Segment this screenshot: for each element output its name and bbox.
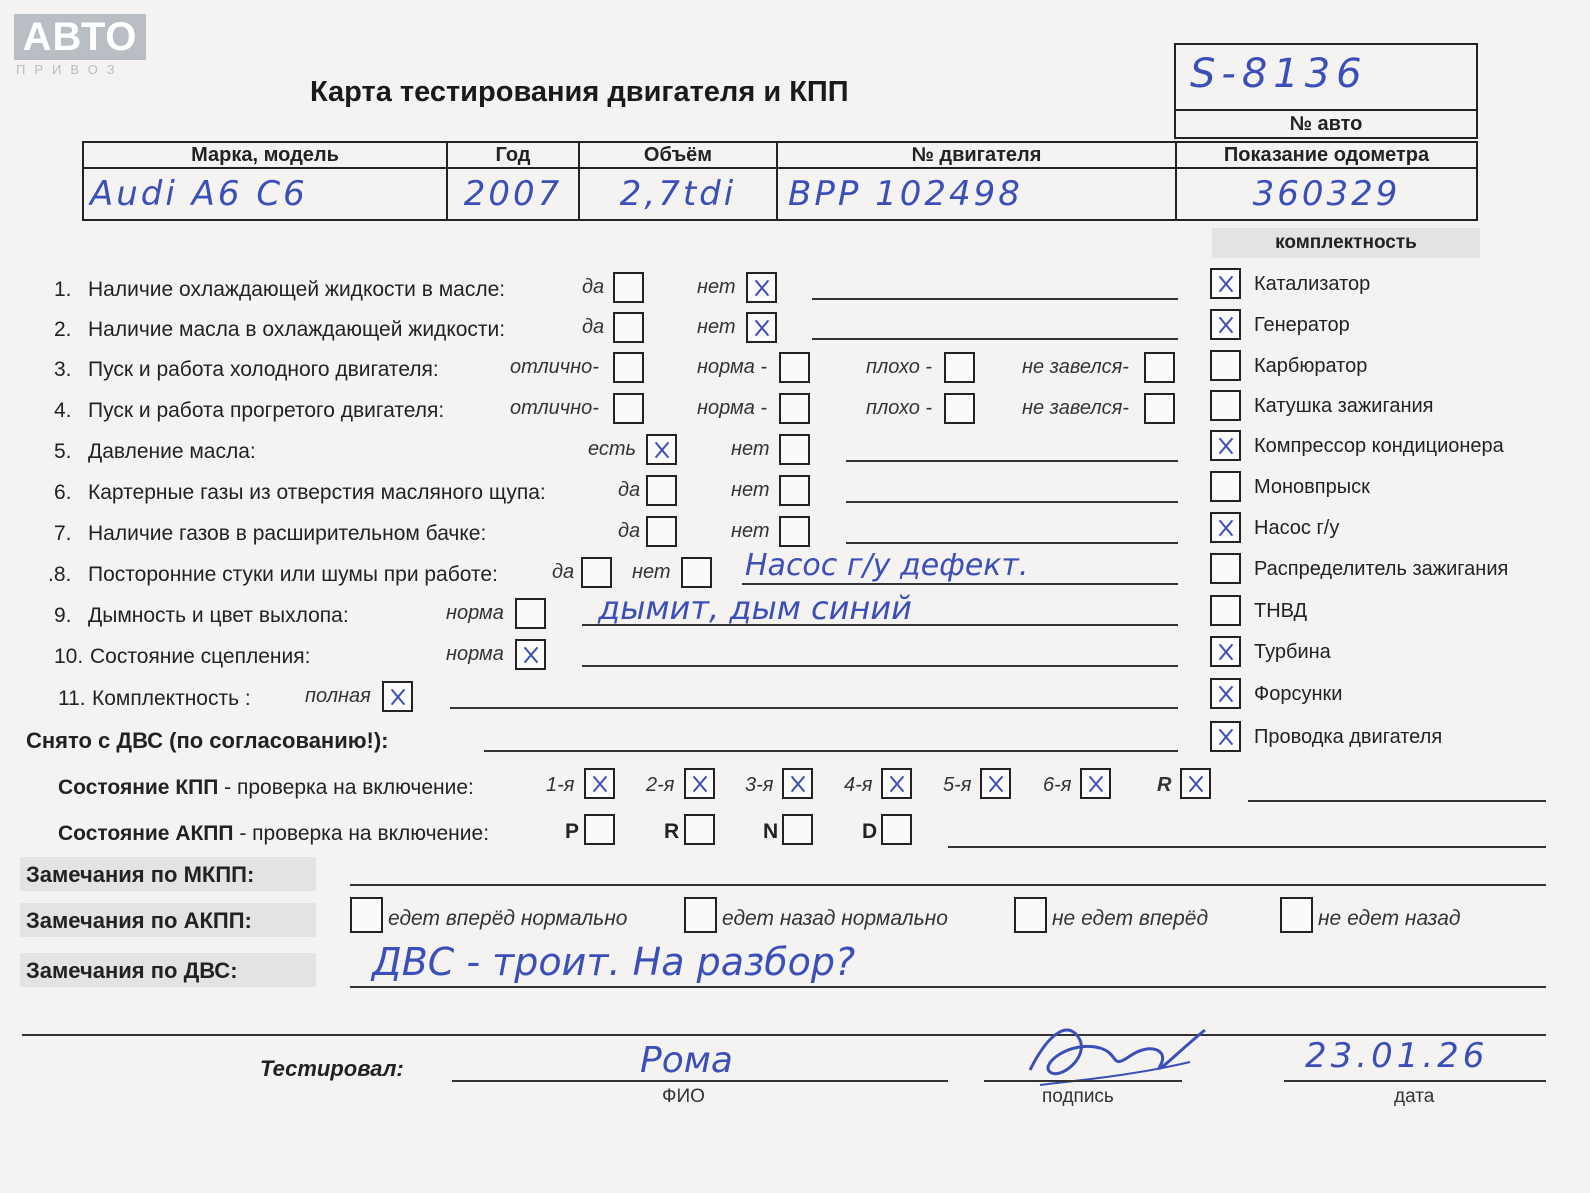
akpp-mode-d-checkbox[interactable] xyxy=(881,814,912,845)
check-8-note: Насос г/у дефект. xyxy=(745,548,1029,583)
completeness-power-steering-pump-label: Насос г/у xyxy=(1254,517,1340,539)
vehicle-info-table xyxy=(82,141,1478,221)
completeness-generator-checkbox[interactable] xyxy=(1210,309,1241,340)
akpp-mode-d-label: D xyxy=(862,820,878,843)
auto-number-label: № авто xyxy=(1176,109,1476,137)
remarks-dvs-line[interactable] xyxy=(350,986,1546,988)
check-10-normal-checkbox[interactable] xyxy=(515,639,546,670)
check-3-opt-excellent: отлично- xyxy=(510,356,599,378)
akpp-no-backward-label: не едет назад xyxy=(1318,907,1461,930)
completeness-ac-compressor-label: Компрессор кондиционера xyxy=(1254,435,1504,457)
kpp-gear-1-checkbox[interactable] xyxy=(584,768,615,799)
kpp-gear-6-checkbox[interactable] xyxy=(1080,768,1111,799)
completeness-engine-wiring-checkbox[interactable] xyxy=(1210,721,1241,752)
kpp-gear-4-checkbox[interactable] xyxy=(881,768,912,799)
check-5-label: Давление масла: xyxy=(88,440,256,463)
date-value: 23.01.26 xyxy=(1305,1036,1489,1076)
check-1-label: Наличие охлаждающей жидкости в масле: xyxy=(88,278,506,301)
check-11-full-checkbox[interactable] xyxy=(382,681,413,712)
check-7-yes-checkbox[interactable] xyxy=(646,516,677,547)
kpp-note-line[interactable] xyxy=(1248,800,1546,802)
check-11-number: 11. xyxy=(58,687,86,710)
akpp-no-forward-checkbox[interactable] xyxy=(1014,897,1047,933)
auto-number-value: S-8136 xyxy=(1190,51,1368,97)
value-odometer: 360329 xyxy=(1176,168,1477,220)
completeness-distributor-label: Распределитель зажигания xyxy=(1254,558,1509,580)
check-4-opt-bad: плохо - xyxy=(866,397,933,419)
check-2-opt-yes: да xyxy=(582,316,605,338)
check-7-label: Наличие газов в расширительном бачке: xyxy=(88,522,487,545)
check-4-excellent-checkbox[interactable] xyxy=(613,393,644,424)
check-6-number: 6. xyxy=(54,481,72,504)
check-7-opt-yes: да xyxy=(618,520,641,542)
akpp-label-bold: Состояние АКПП xyxy=(58,822,234,845)
check-6-no-checkbox[interactable] xyxy=(779,475,810,506)
kpp-gear-5-label: 5-я xyxy=(943,774,972,796)
completeness-distributor-checkbox[interactable] xyxy=(1210,553,1241,584)
check-3-normal-checkbox[interactable] xyxy=(779,352,810,383)
kpp-label-bold: Состояние КПП xyxy=(58,776,219,799)
check-1-no-checkbox[interactable] xyxy=(746,272,777,303)
check-6-note-line[interactable] xyxy=(846,501,1178,503)
akpp-label-rest: - проверка на включение: xyxy=(233,822,490,845)
check-2-label: Наличие масла в охлаждающей жидкости: xyxy=(88,318,506,341)
check-9-note: дымит, дым синий xyxy=(598,589,912,627)
completeness-catalyst-checkbox[interactable] xyxy=(1210,268,1241,299)
check-11-note-line[interactable] xyxy=(450,707,1178,709)
check-7-number: 7. xyxy=(54,522,72,545)
page-title: Карта тестирования двигателя и КПП xyxy=(310,76,849,108)
tester-name: Рома xyxy=(640,1040,733,1081)
fio-caption: ФИО xyxy=(662,1086,705,1107)
akpp-mode-r-checkbox[interactable] xyxy=(684,814,715,845)
check-2-opt-no: нет xyxy=(697,316,736,338)
check-5-opt-yes: есть xyxy=(588,438,637,460)
check-8-yes-checkbox[interactable] xyxy=(581,557,612,588)
removed-label: Снято с ДВС (по согласованию!): xyxy=(26,728,389,753)
value-model: Audi A6 C6 xyxy=(83,168,447,220)
check-8-label: Посторонние стуки или шумы при работе: xyxy=(88,563,498,586)
check-10-note-line[interactable] xyxy=(582,665,1178,667)
check-3-opt-nostart: не завелся- xyxy=(1022,356,1129,378)
kpp-gear-1-label: 1-я xyxy=(546,774,575,796)
check-4-bad-checkbox[interactable] xyxy=(944,393,975,424)
check-3-label: Пуск и работа холодного двигателя: xyxy=(88,358,439,381)
akpp-no-backward-checkbox[interactable] xyxy=(1280,897,1313,933)
signature-caption: подпись xyxy=(1042,1086,1114,1107)
kpp-gear-3-label: 3-я xyxy=(745,774,774,796)
completeness-injection-pump-label: ТНВД xyxy=(1254,600,1308,622)
remarks-mkpp-label: Замечания по МКПП: xyxy=(26,862,255,887)
check-5-note-line[interactable] xyxy=(846,460,1178,462)
akpp-mode-n-checkbox[interactable] xyxy=(782,814,813,845)
tested-label: Тестировал: xyxy=(260,1056,404,1081)
check-9-label: Дымность и цвет выхлопа: xyxy=(88,604,349,627)
check-3-opt-bad: плохо - xyxy=(866,356,933,378)
kpp-gear-6-label: 6-я xyxy=(1043,774,1072,796)
check-1-yes-checkbox[interactable] xyxy=(613,272,644,303)
kpp-gear-5-checkbox[interactable] xyxy=(980,768,1011,799)
check-4-normal-checkbox[interactable] xyxy=(779,393,810,424)
check-5-number: 5. xyxy=(54,440,72,463)
kpp-gear-r-checkbox[interactable] xyxy=(1180,768,1211,799)
check-10-opt-normal: норма xyxy=(446,643,504,665)
akpp-mode-r-label: R xyxy=(664,820,680,843)
completeness-title: комплектность xyxy=(1212,228,1480,258)
check-8-number: .8. xyxy=(48,563,72,586)
akpp-label xyxy=(58,822,489,846)
completeness-turbo-checkbox[interactable] xyxy=(1210,636,1241,667)
check-7-opt-no: нет xyxy=(731,520,770,542)
kpp-label xyxy=(58,776,474,800)
check-6-yes-checkbox[interactable] xyxy=(646,475,677,506)
check-3-number: 3. xyxy=(54,358,72,381)
check-7-no-checkbox[interactable] xyxy=(779,516,810,547)
akpp-backward-ok-label: едет назад нормально xyxy=(722,907,948,930)
check-8-note-line[interactable] xyxy=(742,583,1178,585)
completeness-injectors-label: Форсунки xyxy=(1254,683,1343,705)
akpp-mode-p-label: P xyxy=(565,820,580,843)
completeness-power-steering-pump-checkbox[interactable] xyxy=(1210,512,1241,543)
check-1-note-line[interactable] xyxy=(812,298,1178,300)
removed-note-line[interactable] xyxy=(484,750,1178,752)
check-8-opt-no: нет xyxy=(632,561,671,583)
check-1-opt-no: нет xyxy=(697,276,736,298)
completeness-engine-wiring-label: Проводка двигателя xyxy=(1254,726,1443,748)
kpp-gear-4-label: 4-я xyxy=(844,774,873,796)
check-10-number: 10. xyxy=(54,645,84,668)
completeness-ignition-coil-checkbox[interactable] xyxy=(1210,390,1241,421)
date-line[interactable] xyxy=(1284,1080,1546,1082)
akpp-forward-ok-label: едет вперёд нормально xyxy=(388,907,628,930)
remarks-dvs-note: ДВС - троит. На разбор? xyxy=(372,940,856,984)
check-5-yes-checkbox[interactable] xyxy=(646,434,677,465)
check-5-no-checkbox[interactable] xyxy=(779,434,810,465)
check-1-number: 1. xyxy=(54,278,72,301)
check-2-no-checkbox[interactable] xyxy=(746,312,777,343)
check-4-label: Пуск и работа прогретого двигателя: xyxy=(88,399,445,422)
col-odometer: Показание одометра xyxy=(1176,142,1477,168)
kpp-gear-2-checkbox[interactable] xyxy=(684,768,715,799)
value-engine-number: BPP 102498 xyxy=(777,168,1176,220)
completeness-ignition-coil-label: Катушка зажигания xyxy=(1254,395,1434,417)
check-4-number: 4. xyxy=(54,399,72,422)
check-3-bad-checkbox[interactable] xyxy=(944,352,975,383)
check-4-opt-nostart: не завелся- xyxy=(1022,397,1129,419)
remarks-akpp-label: Замечания по АКПП: xyxy=(26,908,252,933)
akpp-mode-n-label: N xyxy=(763,820,779,843)
check-7-note-line[interactable] xyxy=(846,542,1178,544)
completeness-ac-compressor-checkbox[interactable] xyxy=(1210,430,1241,461)
fio-line[interactable] xyxy=(452,1080,948,1082)
check-6-label: Картерные газы из отверстия масляного щупа: xyxy=(88,481,546,504)
completeness-mono-injection-checkbox[interactable] xyxy=(1210,471,1241,502)
col-volume: Объём xyxy=(579,142,777,168)
value-volume: 2,7tdi xyxy=(579,168,777,220)
akpp-no-forward-label: не едет вперёд xyxy=(1052,907,1209,930)
check-4-nostart-checkbox[interactable] xyxy=(1144,393,1175,424)
check-4-opt-excellent: отлично- xyxy=(510,397,599,419)
check-3-excellent-checkbox[interactable] xyxy=(613,352,644,383)
date-caption: дата xyxy=(1394,1086,1435,1107)
check-11-label: Комплектность : xyxy=(92,687,251,710)
logo-sub: ПРИВОЗ xyxy=(16,62,124,77)
remarks-mkpp-line[interactable] xyxy=(350,884,1546,886)
kpp-gear-2-label: 2-я xyxy=(646,774,675,796)
check-9-opt-normal: норма xyxy=(446,602,504,624)
check-4-opt-normal: норма - xyxy=(697,397,768,419)
auto-number-box xyxy=(1174,43,1478,139)
completeness-carburetor-label: Карбюратор xyxy=(1254,355,1368,377)
completeness-carburetor-checkbox[interactable] xyxy=(1210,350,1241,381)
completeness-turbo-label: Турбина xyxy=(1254,641,1331,663)
logo-brand: АВТО xyxy=(14,14,146,60)
akpp-mode-p-checkbox[interactable] xyxy=(584,814,615,845)
check-11-opt-full: полная xyxy=(305,685,371,707)
col-engine-number: № двигателя xyxy=(777,142,1176,168)
value-year: 2007 xyxy=(447,168,579,220)
check-2-yes-checkbox[interactable] xyxy=(613,312,644,343)
logo xyxy=(14,14,146,77)
akpp-note-line[interactable] xyxy=(948,846,1546,848)
check-6-opt-no: нет xyxy=(731,479,770,501)
kpp-gear-r-label: R xyxy=(1157,774,1172,796)
check-1-opt-yes: да xyxy=(582,276,605,298)
check-8-no-checkbox[interactable] xyxy=(681,557,712,588)
check-3-nostart-checkbox[interactable] xyxy=(1144,352,1175,383)
completeness-mono-injection-label: Моновпрыск xyxy=(1254,476,1370,498)
check-6-opt-yes: да xyxy=(618,479,641,501)
completeness-injectors-checkbox[interactable] xyxy=(1210,678,1241,709)
completeness-injection-pump-checkbox[interactable] xyxy=(1210,595,1241,626)
col-model: Марка, модель xyxy=(83,142,447,168)
completeness-catalyst-label: Катализатор xyxy=(1254,273,1371,295)
check-10-label: Состояние сцепления: xyxy=(90,645,311,668)
akpp-backward-ok-checkbox[interactable] xyxy=(684,897,717,933)
check-3-opt-normal: норма - xyxy=(697,356,768,378)
check-2-number: 2. xyxy=(54,318,72,341)
check-9-normal-checkbox[interactable] xyxy=(515,598,546,629)
col-year: Год xyxy=(447,142,579,168)
completeness-generator-label: Генератор xyxy=(1254,314,1350,336)
check-9-number: 9. xyxy=(54,604,72,627)
check-9-note-line[interactable] xyxy=(582,624,1178,626)
check-5-opt-no: нет xyxy=(731,438,770,460)
akpp-forward-ok-checkbox[interactable] xyxy=(350,897,383,933)
kpp-gear-3-checkbox[interactable] xyxy=(782,768,813,799)
check-8-opt-yes: да xyxy=(552,561,575,583)
kpp-label-rest: - проверка на включение: xyxy=(218,776,474,799)
signature-line[interactable] xyxy=(984,1080,1182,1082)
remarks-dvs-label: Замечания по ДВС: xyxy=(26,958,238,983)
check-2-note-line[interactable] xyxy=(812,338,1178,340)
